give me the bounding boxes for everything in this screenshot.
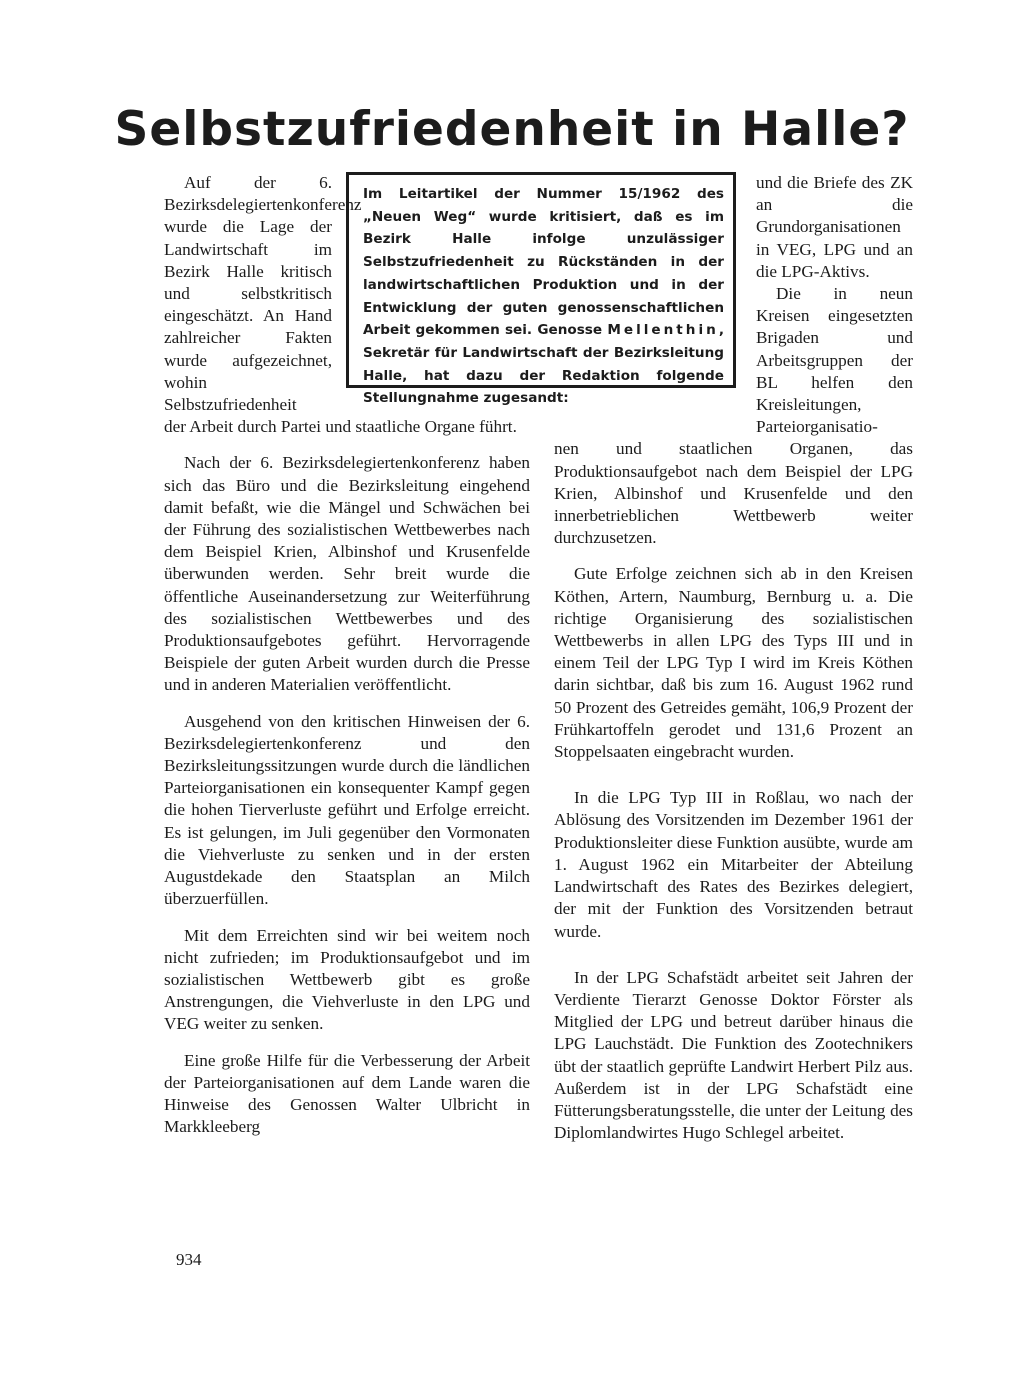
left-paragraph-3: Ausgehend von den kritischen Hinweisen der 6. Bezirksdelegiertenkonferenz und den Bezirksleitungssitzungen wurde durch die ländlichen Parteiorganisationen ein konsequenter Kampf gegen die hohen Tierverluste geführt und Erfolge erreicht. Es ist gelungen, im Juli gegenüber den Vormonaten die Viehverluste zu senken und in der ersten Augustdekade den Staatsplan an Milch überzuerfüllen.: [164, 711, 530, 909]
editorial-note-text: Im Leitartikel der Nummer 15/1962 des „Neuen Weg“ wurde kritisiert, daß es im Bezirk Halle infolge unzulässiger Selbstzufriedenheit zu Rückständen in der landwirtschaftlichen Produktion und in der Entwicklung der guten genossenschaftlichen Arbeit gekommen sei. Genosse Mellenthin, Sekretär für Landwirtschaft der Bezirksleitung Halle, hat dazu der Redaktion folgende Stellungnahme zugesandt:: [363, 186, 724, 407]
left-column: [164, 172, 530, 1138]
article-title: Selbstzufriedenheit in Halle?: [114, 102, 910, 157]
right-column: [554, 172, 913, 1144]
left-paragraph-1-intro: Auf der 6. Bezirksdelegiertenkonferenz wurde die Lage der Landwirtschaft im Bezirk Halle kritisch und selbstkritisch eingeschätzt. An Hand zahlreicher Fakten wurde aufgezeichnet, wohin Selbstzufriedenheit: [164, 173, 362, 415]
left-paragraph-2: Nach der 6. Bezirksdelegiertenkonferenz haben sich das Büro und die Bezirksleitung eingehend damit befaßt, wie die Mängel und Schwächen bei der Führung des sozialistischen Wettbewerbes nach dem Beispiel Krien, Albinshof und Krusenfelde überwunden werden. Sehr breit wurde die öffentliche Auseinandersetzung zur Weiterführung des sozialistischen Wettbewerbes und des Produktionsaufgebotes geführt. Hervorragende Beispiele der guten Arbeit wurden durch die Presse und in anderen Materialien veröffentlicht.: [164, 453, 530, 695]
left-paragraph-1-cont: der Arbeit durch Partei und staatliche Organe führt.: [164, 417, 517, 437]
right-paragraph-3: Gute Erfolge zeichnen sich ab in den Kreisen Köthen, Artern, Naumburg, Bernburg u. a. Die richtige Organisierung des sozialistischen Wettbewerbs in allen LPG des Typs III und in einem Teil der LPG Typ I wird im Kreis Köthen darin sichtbar, daß bis zum 16. August 1962 rund 50 Prozent des Getreides gemäht, 106,9 Prozent der Frühkartoffeln gerodet und 131,6 Prozent an Stoppelsaaten eingebracht wurden.: [554, 564, 913, 762]
left-paragraph-5: Eine große Hilfe für die Verbesserung der Arbeit der Parteiorganisationen auf dem Lande waren die Hinweise des Genossen Walter Ulbricht in Markkleeberg: [164, 1050, 530, 1137]
right-paragraph-1: und die Briefe des ZK an die Grundorganisationen in VEG, LPG und an die LPG-Aktivs.: [756, 173, 913, 281]
right-paragraph-4: In die LPG Typ III in Roßlau, wo nach der Ablösung des Vorsitzenden im Dezember 1961 der Produktionsleiter diese Funktion ausübte, wurde am 1. August 1962 ein Mitarbeiter der Abteilung Landwirtschaft des Rates des Bezirkes delegiert, der mit der Funktion des Vorsitzenden betraut wurde.: [554, 788, 913, 941]
right-paragraph-5: In der LPG Schafstädt arbeitet seit Jahren der Verdiente Tierarzt Genosse Doktor Förster als Mitglied der LPG und betreut darüber hinaus die LPG Lauchstädt. Die Funktion des Zootechnikers übt der staatlich geprüfte Landwirt Herbert Pilz aus. Außerdem ist in der LPG Schafstädt eine Fütterungsberatungsstelle, die unter der Leitung des Diplomlandwirtes Hugo Schlegel arbeitet.: [554, 967, 913, 1143]
author-name: Mellenthin: [607, 322, 719, 339]
left-paragraph-4: Mit dem Erreichten sind wir bei weitem noch nicht zufrieden; im Produktionsaufgebot und im sozialistischen Wettbewerb gibt es große Anstrengungen, die Viehverluste in den LPG und VEG weiter zu senken.: [164, 925, 530, 1034]
right-paragraph-2-cont: nen und staatlichen Organen, das Produktionsaufgebot nach dem Beispiel der LPG Krien, Albinshof und Krusenfelde und den innerbetrieblichen Wettbewerb weiter durchzusetzen.: [554, 439, 913, 548]
page-number: 934: [176, 1250, 202, 1269]
right-paragraph-2-intro: Die in neun Kreisen eingesetzten Brigaden und Arbeitsgruppen der BL helfen den Kreisleitungen, Parteiorganisatio-: [756, 284, 913, 437]
